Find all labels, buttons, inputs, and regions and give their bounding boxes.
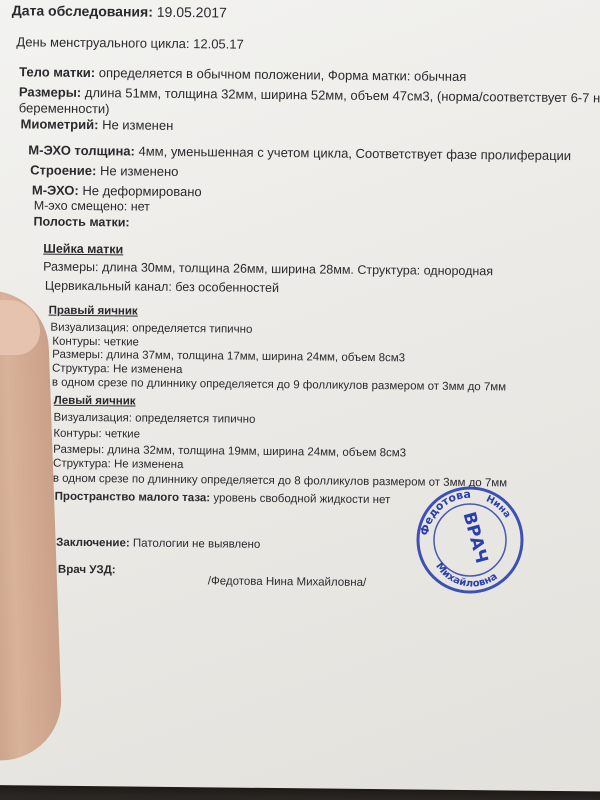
stamp-surname: Федотова: [417, 487, 472, 537]
pelvis-label: Пространство малого таза:: [54, 490, 211, 505]
mecho-structure-line: [30, 162, 179, 179]
myometrium-label: Миометрий:: [20, 116, 99, 133]
pelvis-line: [55, 491, 391, 507]
right-ovary-title: Правый яичник: [48, 304, 138, 318]
cycle-day-line: [16, 34, 243, 51]
conclusion-value: Патологии не выявлено: [132, 537, 261, 551]
mecho-structure-label: Строение:: [30, 162, 97, 179]
right-ovary-follicles: в одном срезе по длиннику определяется до 9 фолликулов размером от 3мм до 7мм: [51, 376, 507, 394]
conclusion-label: Заключение:: [56, 536, 130, 550]
mecho-thickness-line: [28, 142, 571, 163]
mecho-thickness-label: М-ЭХО толщина:: [28, 142, 135, 159]
right-ovary-visualization: Визуализация: определяется типично: [50, 321, 253, 336]
mecho-thickness-value: 4мм, уменьшенная с учетом цикла, Соответствует фазе пролиферации: [138, 143, 572, 164]
myometrium-value: Не изменен: [102, 117, 174, 133]
stamp-title: ВРАЧ: [458, 509, 492, 566]
left-ovary-structure: Структура: Не изменена: [52, 457, 184, 472]
left-ovary-contours: Контуры: четкие: [53, 427, 141, 441]
cervix-size: Размеры: длина 30мм, толщина 26мм, ширина 28мм. Структура: однородная: [43, 259, 494, 279]
right-ovary-structure: Структура: Не изменена: [51, 362, 183, 377]
uterus-size-value: длина 51мм, толщина 32мм, ширина 52мм, объем 47см3, (норма/соответствует 6-7 н: [84, 84, 600, 106]
mecho-shift: М-эхо смещено: нет: [33, 198, 151, 214]
pelvis-value: уровень свободной жидкости нет: [213, 492, 391, 507]
left-ovary-title: Левый яичник: [53, 394, 136, 408]
uterus-size-label: Размеры:: [18, 84, 82, 100]
left-ovary-follicles: в одном срезе по длиннику определяется до 8 фолликулов размером от 3мм до 7мм: [52, 472, 508, 490]
doctor-label: Врач УЗД:: [57, 563, 116, 577]
uterus-body-value: определяется в обычном положении, Форма матки: обычная: [98, 65, 467, 84]
right-ovary-sizes: Размеры: длина 37мм, толщина 17мм, ширина 24мм, объем 8см3: [52, 348, 406, 365]
mecho-structure-value: Не изменено: [99, 163, 179, 179]
exam-date-line: [12, 2, 227, 20]
stamp-patronymic: Михайловна: [433, 560, 500, 590]
mecho-value: Не деформировано: [82, 182, 202, 200]
cervix-canal: Цервикальный канал: без особенностей: [44, 278, 280, 296]
left-ovary-visualization: Визуализация: определяется типично: [53, 411, 256, 426]
doctor-name: /Федотова Нина Михайловна/: [207, 575, 367, 589]
cycle-day-label: День менструального цикла:: [16, 34, 190, 52]
mecho-line: [32, 182, 202, 199]
stamp-first-name: Нина: [484, 493, 513, 521]
doctor-stamp: [414, 484, 526, 596]
conclusion-line: [56, 537, 260, 551]
cycle-day-value: 12.05.17: [193, 36, 244, 52]
left-ovary-sizes: Размеры: длина 32мм, толщина 19мм, ширина 24мм, объем 8см3: [53, 443, 407, 460]
right-ovary-contours: Контуры: четкие: [52, 335, 140, 349]
uterus-size-continuation: беременности): [18, 100, 110, 117]
uterus-body-label: Тело матки:: [19, 64, 96, 81]
exam-date-value: 19.05.2017: [156, 3, 227, 21]
uterine-cavity-label: Полость матки:: [33, 214, 130, 230]
uterus-body-line: [19, 64, 466, 84]
exam-date-label: Дата обследования:: [11, 2, 154, 20]
mecho-label: М-ЭХО:: [31, 182, 79, 198]
cervix-title: Шейка матки: [43, 241, 124, 257]
myometrium-line: [21, 116, 174, 133]
